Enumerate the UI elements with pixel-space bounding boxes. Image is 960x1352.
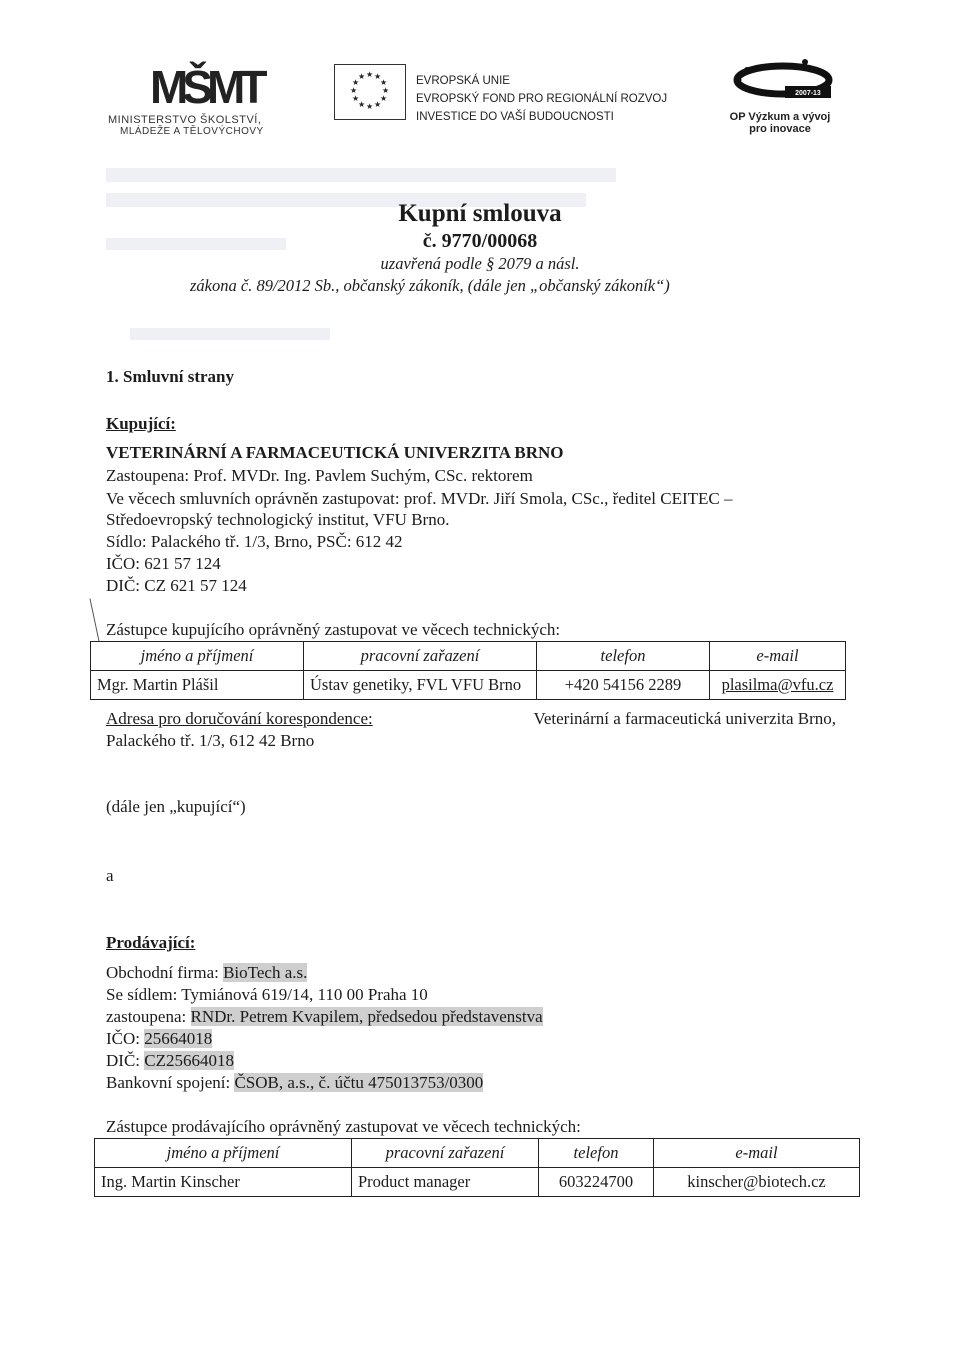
buyer-authorized-line1: Ve věcech smluvních oprávněn zastupovat: prof. MVDr. Jiří Smola, CSc., ředitel CEITEC – (106, 489, 733, 508)
table-header-cell: telefon (537, 642, 710, 671)
buyer-ico: IČO: 621 57 124 (106, 554, 221, 573)
op-vavpi-logo (720, 58, 840, 135)
seller-bank: ČSOB, a.s., č. účtu 475013753/0300 (234, 1073, 484, 1092)
table-header-cell: pracovní zařazení (304, 642, 537, 671)
document-title: Kupní smlouva (398, 200, 562, 227)
bleed-through-mark (106, 168, 616, 182)
op-line1: OP Výzkum a vývoj (729, 111, 831, 123)
ministry-logo (108, 61, 288, 137)
seller-ico-label: IČO: (106, 1029, 140, 1048)
seller-seat-label: Se sídlem: (106, 985, 178, 1004)
op-line2: pro inovace (749, 123, 811, 135)
svg-text:★: ★ (380, 94, 388, 103)
eu-text-block (416, 72, 667, 126)
seller-bank-line (106, 1071, 483, 1094)
buyer-contact-table (90, 641, 846, 700)
seller-contact-table (94, 1138, 860, 1197)
seller-label: Prodávající: (106, 933, 196, 952)
op-years: 2007-13 (795, 90, 821, 97)
svg-text:★: ★ (366, 102, 374, 111)
bleed-through-mark (130, 328, 330, 340)
correspondence-value: Veterinární a farmaceutická univerzita Brno, (533, 709, 836, 728)
seller-seat-line (106, 983, 428, 1006)
table-cell: kinscher@biotech.cz (654, 1168, 860, 1197)
svg-text:★: ★ (374, 100, 382, 109)
svg-text:★: ★ (350, 86, 358, 95)
scan-margin-mark (89, 598, 99, 641)
seller-represented: RNDr. Petrem Kvapilem, předsedou představenstva (190, 1007, 543, 1026)
seller-company: BioTech a.s. (223, 963, 308, 982)
buyer-seat: Sídlo: Palackého tř. 1/3, Brno, PSČ: 612 42 (106, 532, 403, 551)
section-heading: 1. Smluvní strany (106, 367, 234, 386)
buyer-tech-rep-label: Zástupce kupujícího oprávněný zastupovat ve věcech technických: (106, 620, 561, 639)
table-cell: Product manager (352, 1168, 539, 1197)
svg-text:★: ★ (358, 100, 366, 109)
buyer-alias: (dále jen „kupující“) (106, 797, 246, 816)
seller-tech-rep-label: Zástupce prodávajícího oprávněný zastupovat ve věcech technických: (106, 1117, 581, 1136)
svg-text:★: ★ (382, 86, 390, 95)
seller-dic-label: DIČ: (106, 1051, 140, 1070)
seller-bank-label: Bankovní spojení: (106, 1073, 231, 1092)
table-cell: Ústav genetiky, FVL VFU Brno (304, 671, 537, 700)
eu-line3: INVESTICE DO VAŠÍ BUDOUCNOSTI (416, 111, 614, 123)
seller-seat: Tymiánová 619/14, 110 00 Praha 10 (181, 985, 428, 1004)
seller-ico: 25664018 (144, 1029, 213, 1048)
table-row (91, 671, 846, 700)
buyer-authorized-line2: Středoevropský technologický institut, VFU Brno. (106, 510, 450, 529)
correspondence-address (106, 707, 836, 730)
svg-text:★: ★ (352, 78, 360, 87)
seller-company-line (106, 961, 307, 984)
ministry-logo-mark: MŠMT (150, 61, 262, 113)
contract-number: č. 9770/00068 (422, 230, 538, 252)
eu-flag-icon (334, 64, 406, 120)
subtitle-line1: uzavřená podle § 2079 a násl. (380, 254, 580, 273)
table-header-cell: e-mail (654, 1139, 860, 1168)
table-cell: Ing. Martin Kinscher (95, 1168, 352, 1197)
eu-line2: EVROPSKÝ FOND PRO REGIONÁLNÍ ROZVOJ (416, 93, 668, 105)
table-header-cell: pracovní zařazení (352, 1139, 539, 1168)
seller-company-label: Obchodní firma: (106, 963, 219, 982)
ministry-name-line2: MLÁDEŽE A TĚLOVÝCHOVY (120, 126, 264, 137)
seller-represented-line (106, 1005, 543, 1028)
conjunction-and: a (106, 866, 114, 885)
buyer-name: VETERINÁRNÍ A FARMACEUTICKÁ UNIVERZITA BRNO (106, 443, 564, 462)
table-row (95, 1168, 860, 1197)
table-header-cell: jméno a příjmení (95, 1139, 352, 1168)
seller-dic: CZ25664018 (144, 1051, 234, 1070)
seller-dic-line (106, 1049, 234, 1072)
buyer-represented: Zastoupena: Prof. MVDr. Ing. Pavlem Suchým, CSc. rektorem (106, 466, 533, 485)
svg-text:★: ★ (352, 94, 360, 103)
op-swoosh-icon (725, 58, 835, 104)
svg-text:★: ★ (358, 72, 366, 81)
table-header-cell: jméno a příjmení (91, 642, 304, 671)
table-header-row (95, 1139, 860, 1168)
table-cell: plasilma@vfu.cz (710, 671, 846, 700)
subtitle-line2: zákona č. 89/2012 Sb., občanský zákoník, (dále jen „občanský zákoník“) (190, 276, 670, 295)
buyer-dic: DIČ: CZ 621 57 124 (106, 576, 247, 595)
table-cell: 603224700 (539, 1168, 654, 1197)
table-header-cell: e-mail (710, 642, 846, 671)
seller-ico-line (106, 1027, 212, 1050)
svg-text:★: ★ (366, 70, 374, 79)
correspondence-label: Adresa pro doručování korespondence: (106, 709, 373, 728)
correspondence-line2: Palackého tř. 1/3, 612 42 Brno (106, 731, 315, 750)
ministry-name-line1: MINISTERSTVO ŠKOLSTVÍ, (108, 114, 262, 126)
buyer-label: Kupující: (106, 414, 176, 433)
table-header-cell: telefon (539, 1139, 654, 1168)
svg-text:★: ★ (374, 72, 382, 81)
table-header-row (91, 642, 846, 671)
svg-text:★: ★ (380, 78, 388, 87)
eu-line1: EVROPSKÁ UNIE (416, 75, 510, 87)
seller-represented-label: zastoupena: (106, 1007, 187, 1026)
table-cell: +420 54156 2289 (537, 671, 710, 700)
table-cell: Mgr. Martin Plášil (91, 671, 304, 700)
